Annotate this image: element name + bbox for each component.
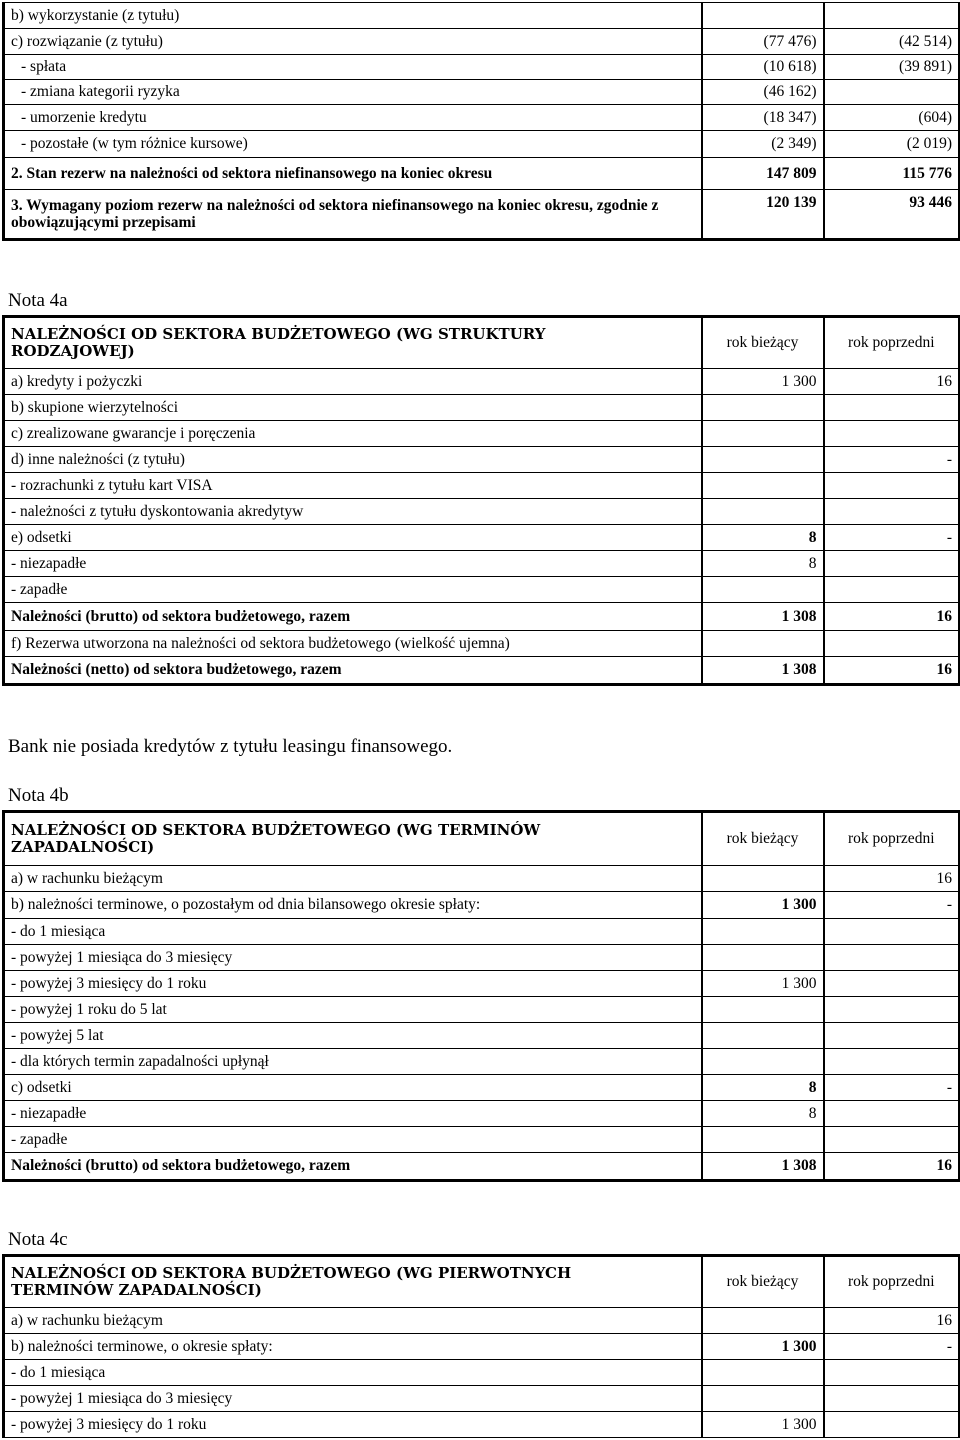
row-label: - umorzenie kredytu — [4, 105, 702, 131]
row-label: - rozrachunki z tytułu kart VISA — [4, 473, 702, 499]
table-row — [4, 525, 960, 551]
value-current: (2 349) — [702, 131, 824, 158]
table-header — [4, 812, 960, 866]
note-label-4c: Nota 4c — [8, 1229, 68, 1250]
value-current — [702, 1308, 824, 1334]
table-row — [4, 577, 960, 603]
value-previous — [824, 1049, 960, 1075]
value-current — [702, 945, 824, 971]
table-row — [4, 1127, 960, 1153]
table-row — [4, 945, 960, 971]
table-row — [4, 1412, 960, 1438]
value-previous — [824, 1386, 960, 1412]
value-current: 1 308 — [702, 657, 824, 685]
value-current: (46 162) — [702, 80, 824, 105]
value-previous: - — [824, 447, 960, 473]
column-header-current: rok bieżący — [702, 1256, 824, 1308]
value-previous: (39 891) — [824, 55, 960, 80]
value-previous — [824, 971, 960, 997]
row-label: - do 1 miesiąca — [4, 1360, 702, 1386]
row-label: - należności z tytułu dyskontowania akredytyw — [4, 499, 702, 525]
row-label: - powyżej 3 miesięcy do 1 roku — [4, 971, 702, 997]
nota-4b-table — [2, 810, 960, 1182]
value-current — [702, 3, 824, 29]
value-previous — [824, 1360, 960, 1386]
column-header-current: rok bieżący — [702, 317, 824, 369]
value-current: 8 — [702, 1075, 824, 1101]
value-current — [702, 499, 824, 525]
table-title: NALEŻNOŚCI OD SEKTORA BUDŻETOWEGO (WG PIERWOTNYCH TERMINÓW ZAPADALNOŚCI) — [4, 1256, 702, 1308]
row-label: d) inne należności (z tytułu) — [4, 447, 702, 473]
table-row-total — [4, 158, 960, 190]
value-previous: - — [824, 1075, 960, 1101]
table-row — [4, 1049, 960, 1075]
table-title: NALEŻNOŚCI OD SEKTORA BUDŻETOWEGO (WG TERMINÓW ZAPADALNOŚCI) — [4, 812, 702, 866]
note-label-4a: Nota 4a — [8, 290, 68, 311]
value-previous — [824, 395, 960, 421]
table-row — [4, 55, 960, 80]
value-current: 1 300 — [702, 971, 824, 997]
value-previous — [824, 3, 960, 29]
value-current — [702, 1360, 824, 1386]
row-label: c) rozwiązanie (z tytułu) — [4, 29, 702, 55]
row-label: b) wykorzystanie (z tytułu) — [4, 3, 702, 29]
table-row — [4, 997, 960, 1023]
table-row — [4, 1386, 960, 1412]
row-label: a) w rachunku bieżącym — [4, 866, 702, 892]
value-previous: (2 019) — [824, 131, 960, 158]
value-previous — [824, 421, 960, 447]
row-label: e) odsetki — [4, 525, 702, 551]
table-row — [4, 551, 960, 577]
table-row — [4, 631, 960, 657]
table-row — [4, 1075, 960, 1101]
table-row — [4, 499, 960, 525]
row-label: - powyżej 1 roku do 5 lat — [4, 997, 702, 1023]
row-label: Należności (netto) od sektora budżetowego, razem — [4, 657, 702, 685]
row-label: - zapadłe — [4, 1127, 702, 1153]
row-label: - niezapadłe — [4, 1101, 702, 1127]
row-label: - zapadłe — [4, 577, 702, 603]
value-current: 1 300 — [702, 1412, 824, 1438]
value-previous: 16 — [824, 1153, 960, 1181]
row-label: Należności (brutto) od sektora budżetowego, razem — [4, 603, 702, 631]
value-previous: 16 — [824, 1308, 960, 1334]
table-row — [4, 473, 960, 499]
value-previous — [824, 1127, 960, 1153]
table-row — [4, 1101, 960, 1127]
value-previous — [824, 631, 960, 657]
table-row — [4, 29, 960, 55]
table-row — [4, 421, 960, 447]
value-previous — [824, 551, 960, 577]
value-current: 1 300 — [702, 369, 824, 395]
value-previous: - — [824, 892, 960, 919]
table-row — [4, 80, 960, 105]
value-current: (18 347) — [702, 105, 824, 131]
value-previous: 115 776 — [824, 158, 960, 190]
row-label: - powyżej 1 miesiąca do 3 miesięcy — [4, 945, 702, 971]
table-title: NALEŻNOŚCI OD SEKTORA BUDŻETOWEGO (WG STRUKTURY RODZAJOWEJ) — [4, 317, 702, 369]
value-current — [702, 421, 824, 447]
table-header — [4, 317, 960, 369]
value-previous: (604) — [824, 105, 960, 131]
value-current — [702, 1127, 824, 1153]
row-label: - niezapadłe — [4, 551, 702, 577]
value-current: 1 300 — [702, 892, 824, 919]
value-current — [702, 1049, 824, 1075]
table-row-total — [4, 190, 960, 240]
table-row — [4, 3, 960, 29]
value-current: (10 618) — [702, 55, 824, 80]
column-header-current: rok bieżący — [702, 812, 824, 866]
table-row — [4, 369, 960, 395]
value-previous: - — [824, 525, 960, 551]
row-label: c) odsetki — [4, 1075, 702, 1101]
column-header-previous: rok poprzedni — [824, 317, 960, 369]
table-row-total — [4, 657, 960, 685]
value-previous — [824, 473, 960, 499]
value-previous: (42 514) — [824, 29, 960, 55]
column-header-previous: rok poprzedni — [824, 812, 960, 866]
row-label: b) należności terminowe, o okresie spłaty: — [4, 1334, 702, 1360]
value-current — [702, 866, 824, 892]
value-previous — [824, 499, 960, 525]
value-previous — [824, 1023, 960, 1049]
row-label: b) należności terminowe, o pozostałym od dnia bilansowego okresie spłaty: — [4, 892, 702, 919]
row-label: a) w rachunku bieżącym — [4, 1308, 702, 1334]
value-current — [702, 997, 824, 1023]
row-label: 2. Stan rezerw na należności od sektora niefinansowego na koniec okresu — [4, 158, 702, 190]
note-label-4b: Nota 4b — [8, 785, 69, 806]
row-label: f) Rezerwa utworzona na należności od sektora budżetowego (wielkość ujemna) — [4, 631, 702, 657]
value-current: 1 300 — [702, 1334, 824, 1360]
table-row — [4, 1308, 960, 1334]
value-previous — [824, 577, 960, 603]
value-current — [702, 1386, 824, 1412]
value-previous — [824, 80, 960, 105]
row-label: - pozostałe (w tym różnice kursowe) — [4, 131, 702, 158]
table-row — [4, 395, 960, 421]
table-row — [4, 105, 960, 131]
row-label: b) skupione wierzytelności — [4, 395, 702, 421]
table-row — [4, 1334, 960, 1360]
row-label: - spłata — [4, 55, 702, 80]
row-label: c) zrealizowane gwarancje i poręczenia — [4, 421, 702, 447]
row-label: - powyżej 3 miesięcy do 1 roku — [4, 1412, 702, 1438]
value-previous — [824, 919, 960, 945]
row-label: - zmiana kategorii ryzyka — [4, 80, 702, 105]
value-current: 8 — [702, 525, 824, 551]
value-current: 1 308 — [702, 1153, 824, 1181]
value-current: (77 476) — [702, 29, 824, 55]
table-row — [4, 1023, 960, 1049]
leasing-statement: Bank nie posiada kredytów z tytułu leasingu finansowego. — [8, 736, 453, 757]
value-current — [702, 631, 824, 657]
table-row-total — [4, 603, 960, 631]
table-row — [4, 919, 960, 945]
row-label: - dla których termin zapadalności upłynął — [4, 1049, 702, 1075]
row-label: - powyżej 1 miesiąca do 3 miesięcy — [4, 1386, 702, 1412]
row-label: - powyżej 5 lat — [4, 1023, 702, 1049]
table-header — [4, 1256, 960, 1308]
value-current — [702, 395, 824, 421]
value-previous: 93 446 — [824, 190, 960, 240]
value-current — [702, 919, 824, 945]
row-label: a) kredyty i pożyczki — [4, 369, 702, 395]
table-row — [4, 131, 960, 158]
row-label: Należności (brutto) od sektora budżetowego, razem — [4, 1153, 702, 1181]
value-current — [702, 473, 824, 499]
value-previous: 16 — [824, 657, 960, 685]
table-row — [4, 866, 960, 892]
row-label: 3. Wymagany poziom rezerw na należności od sektora niefinansowego na koniec okresu, zgodnie z obowiązującymi przepisami — [4, 190, 702, 240]
value-previous — [824, 1101, 960, 1127]
column-header-previous: rok poprzedni — [824, 1256, 960, 1308]
nota-4c-table — [2, 1254, 960, 1438]
value-previous: 16 — [824, 603, 960, 631]
value-current: 147 809 — [702, 158, 824, 190]
row-label: - do 1 miesiąca — [4, 919, 702, 945]
value-current — [702, 1023, 824, 1049]
value-current — [702, 577, 824, 603]
nota-4a-table — [2, 315, 960, 686]
value-current: 8 — [702, 1101, 824, 1127]
table-row-total — [4, 1153, 960, 1181]
value-previous: 16 — [824, 866, 960, 892]
table-row — [4, 892, 960, 919]
value-current: 8 — [702, 551, 824, 577]
table-row — [4, 1360, 960, 1386]
value-previous — [824, 997, 960, 1023]
value-current: 120 139 — [702, 190, 824, 240]
value-previous: 16 — [824, 369, 960, 395]
provisions-table — [2, 2, 960, 241]
value-previous — [824, 1412, 960, 1438]
value-previous: - — [824, 1334, 960, 1360]
value-current: 1 308 — [702, 603, 824, 631]
table-row — [4, 447, 960, 473]
value-current — [702, 447, 824, 473]
value-previous — [824, 945, 960, 971]
table-row — [4, 971, 960, 997]
